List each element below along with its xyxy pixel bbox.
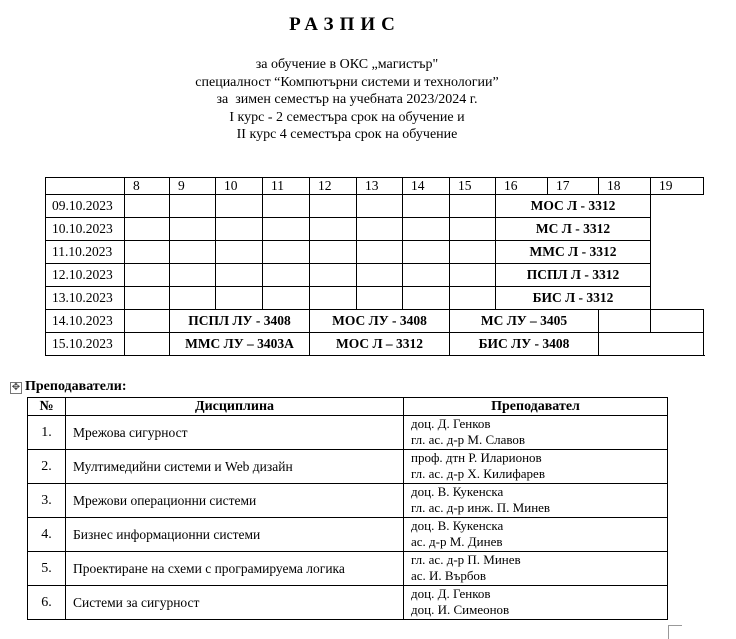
teacher-name: доц. В. Кукенска xyxy=(411,518,504,533)
discipline-cell: Мрежова сигурност xyxy=(66,416,404,450)
class-cell: МОС Л - 3312 xyxy=(496,195,651,218)
teacher-name: гл. ас. д-р М. Славов xyxy=(411,432,526,447)
move-anchor-icon[interactable]: ✥ xyxy=(11,382,21,393)
class-cell: БИС Л - 3312 xyxy=(496,287,651,310)
column-header: № xyxy=(28,398,66,416)
discipline-cell: Проектиране на схеми с програмируема логика xyxy=(66,552,404,586)
teachers-heading: Преподаватели: xyxy=(25,379,127,394)
teacher-name: ас. И. Върбов xyxy=(411,568,487,583)
date-cell: 15.10.2023 xyxy=(46,333,125,356)
date-cell: 09.10.2023 xyxy=(46,195,125,218)
hour-cell: 14 xyxy=(403,178,450,195)
discipline-cell: Мрежови операционни системи xyxy=(66,484,404,518)
date-cell: 10.10.2023 xyxy=(46,218,125,241)
teacher-name: гл. ас. д-р Х. Килифарев xyxy=(411,466,545,481)
date-cell: 12.10.2023 xyxy=(46,264,125,287)
class-cell: ПСПЛ Л - 3312 xyxy=(496,264,651,287)
column-header: Дисциплина xyxy=(66,398,404,416)
subtitle-line: за обучение в ОКС „магистър" xyxy=(255,57,439,72)
corner-cell xyxy=(46,178,125,195)
class-cell: ММС Л - 3312 xyxy=(496,241,651,264)
teacher-cell xyxy=(404,484,668,518)
schedule-row xyxy=(46,218,704,241)
hour-cell: 12 xyxy=(310,178,357,195)
schedule-row xyxy=(46,264,704,287)
table-row xyxy=(28,552,668,586)
class-cell: МОС ЛУ - 3408 xyxy=(310,310,450,333)
row-number: 3. xyxy=(28,484,66,518)
teacher-cell xyxy=(404,450,668,484)
teachers-table xyxy=(27,397,668,620)
discipline-cell: Системи за сигурност xyxy=(66,586,404,620)
hour-cell: 17 xyxy=(548,178,599,195)
schedule-table xyxy=(45,177,704,356)
subtitle-line: за зимен семестър на учебната 2023/2024 г. xyxy=(216,92,478,107)
teachers-header-row xyxy=(28,398,668,416)
hour-cell: 16 xyxy=(496,178,548,195)
class-cell: МС ЛУ – 3405 xyxy=(450,310,599,333)
table-row xyxy=(28,518,668,552)
teacher-name: доц. В. Кукенска xyxy=(411,484,504,499)
class-cell: ММС ЛУ – 3403А xyxy=(170,333,310,356)
document-title: РАЗПИС xyxy=(289,14,401,35)
subtitle-line: I курс - 2 семестъра срок на обучение и xyxy=(229,109,465,125)
schedule-row xyxy=(46,241,704,264)
table-row xyxy=(28,586,668,620)
table-row xyxy=(28,416,668,450)
hour-cell: 18 xyxy=(599,178,651,195)
hour-cell: 11 xyxy=(263,178,310,195)
class-cell: МС Л - 3312 xyxy=(496,218,651,241)
teacher-cell xyxy=(404,518,668,552)
hour-cell: 10 xyxy=(216,178,263,195)
schedule-row xyxy=(46,333,704,356)
row-number: 5. xyxy=(28,552,66,586)
teacher-name: гл. ас. д-р П. Минев xyxy=(411,552,521,567)
teacher-name: ас. д-р М. Динев xyxy=(411,534,503,549)
row-number: 4. xyxy=(28,518,66,552)
class-cell: МОС Л – 3312 xyxy=(310,333,450,356)
date-cell: 13.10.2023 xyxy=(46,287,125,310)
hour-cell: 19 xyxy=(651,178,704,195)
hour-cell: 13 xyxy=(357,178,403,195)
hour-cell: 9 xyxy=(170,178,216,195)
teacher-cell xyxy=(404,586,668,620)
page-corner-mark xyxy=(668,625,682,639)
subtitle-line: специалност “Компютърни системи и технологии” xyxy=(195,74,499,90)
row-number: 1. xyxy=(28,416,66,450)
date-cell: 11.10.2023 xyxy=(46,241,125,264)
date-cell: 14.10.2023 xyxy=(46,310,125,333)
table-row xyxy=(28,484,668,518)
table-row xyxy=(28,450,668,484)
teacher-name: проф. дтн Р. Иларионов xyxy=(411,450,542,465)
discipline-cell: Мултимедийни системи и Web дизайн xyxy=(66,450,404,484)
document-subtitle xyxy=(0,56,694,144)
class-cell: ПСПЛ ЛУ - 3408 xyxy=(170,310,310,333)
subtitle-line: II курс 4 семестъра срок на обучение xyxy=(236,127,458,142)
row-number: 2. xyxy=(28,450,66,484)
schedule-row xyxy=(46,195,704,218)
teacher-name: гл. ас. д-р инж. П. Минев xyxy=(411,500,551,515)
schedule-row xyxy=(46,287,704,310)
schedule-row xyxy=(46,310,704,333)
hour-cell: 15 xyxy=(450,178,496,195)
discipline-cell: Бизнес информационни системи xyxy=(66,518,404,552)
row-number: 6. xyxy=(28,586,66,620)
teacher-name: доц. И. Симеонов xyxy=(411,602,510,617)
teacher-cell xyxy=(404,416,668,450)
teacher-cell xyxy=(404,552,668,586)
hours-row xyxy=(46,178,704,195)
column-header: Преподавател xyxy=(404,398,668,416)
teacher-name: доц. Д. Генков xyxy=(411,416,491,431)
teacher-name: доц. Д. Генков xyxy=(411,586,491,601)
hour-cell: 8 xyxy=(125,178,170,195)
class-cell: БИС ЛУ - 3408 xyxy=(450,333,599,356)
